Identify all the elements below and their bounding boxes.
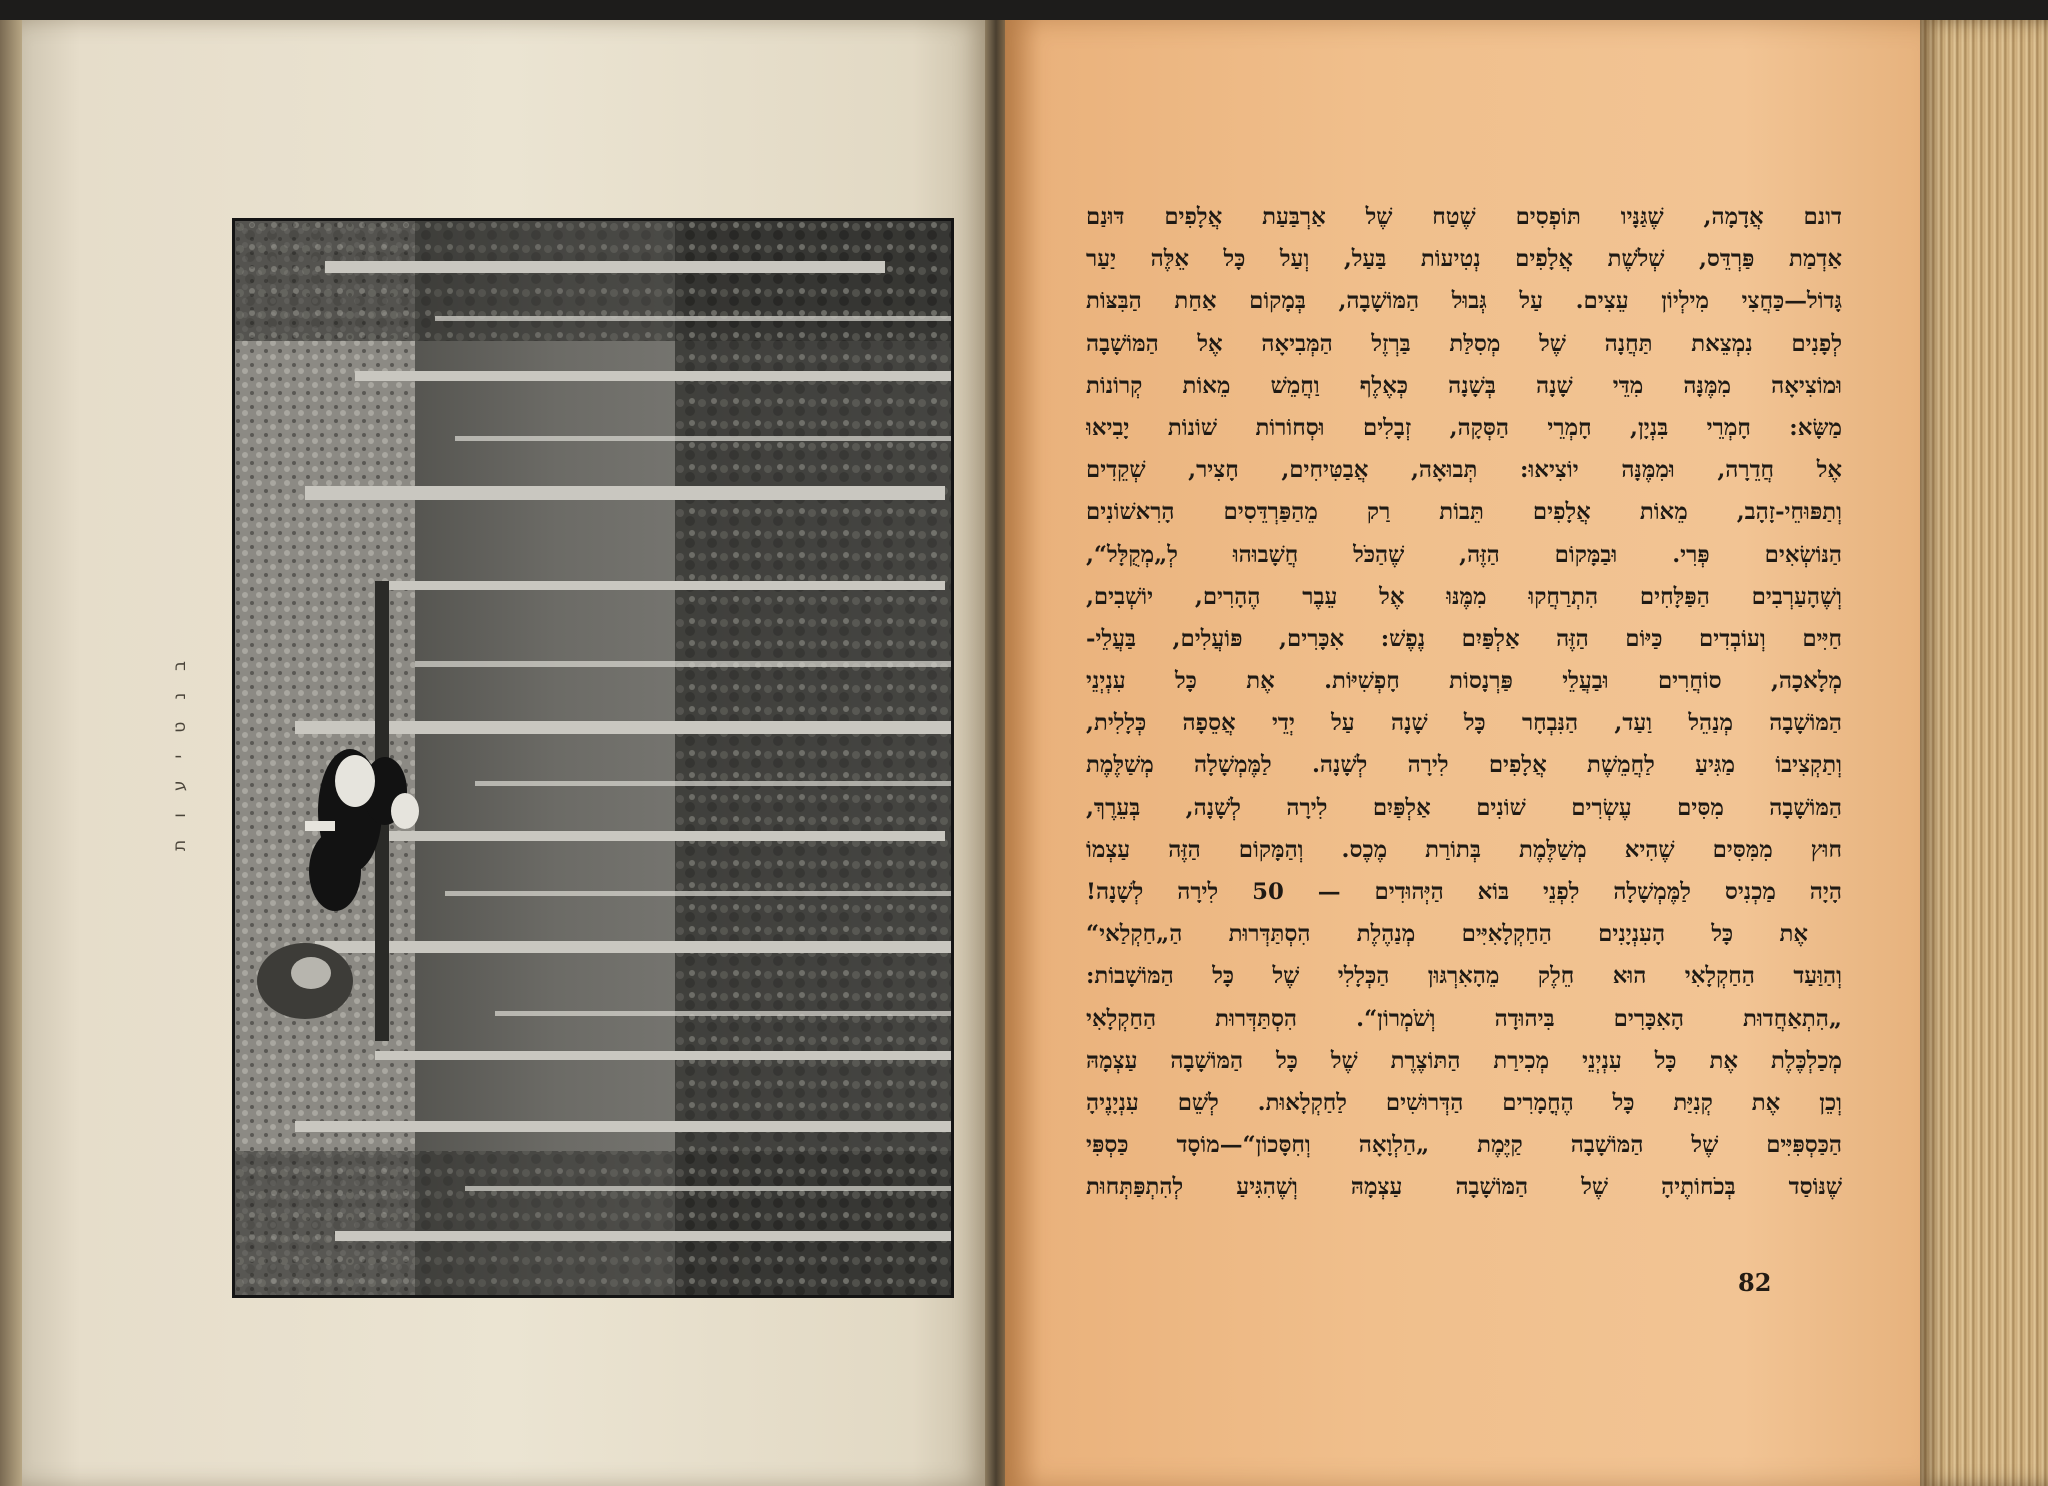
text-line: שֶׁנּוֹסַד בְּכֹחוֹתֶיהָ שֶׁל הַמּוֹשָׁבָה עַצְמָהּ וְשֶׁהִגִּיעַ לְהִתְפַּתְּחוּת bbox=[1086, 1174, 1842, 1201]
forest-photograph bbox=[232, 218, 954, 1298]
left-cover-edge bbox=[0, 20, 22, 1486]
text-line: מְכַלְכֶּלֶת אֶת כָּל עִנְיְנֵי מְכִירַת הַתּוֹצֶרֶת שֶׁל כָּל הַמּוֹשָׁבָה עַצְמָהּ bbox=[1086, 1047, 1842, 1074]
text-line: חוּץ מִמִּסִּים שֶׁהִיא מְשַׁלֶּמֶת בְּתוֹרַת מֶכֶס. וְהַמָּקוֹם הַזֶּה עַצְמוֹ bbox=[1086, 836, 1842, 863]
text-line: חַיִּים וְעוֹבְדִים כַּיּוֹם הַזֶּה אַלְפַּיִם נֶפֶשׁ: אִכָּרִים, פּוֹעֲלִים, בַּעֲלֵי- bbox=[1086, 625, 1842, 652]
text-line: מַשָּׂא: חָמְרֵי בִּנְיָן, חָמְרֵי הַסְּקָה, זְבָלִים וּסְחוֹרוֹת שׁוֹנוֹת יָבִיאוּ bbox=[1086, 414, 1842, 441]
text-line: וּמוֹצִיאָה מִמֶּנָּה מִדֵּי שָׁנָה בְּשָׁנָה כְּאֶלֶף וַחֲמֵשׁ מֵאוֹת קְרוֹנוֹת bbox=[1086, 372, 1842, 399]
paragraph-start-line: אֶת כָּל הָעִנְיָנִים הַחַקְלָאִיִּים מְנַהֶלֶת הִסְתַּדְּרוּת הַ„חַקְלַאי“ bbox=[1086, 921, 1808, 948]
page-stack-edge bbox=[1920, 20, 2048, 1486]
text-line: אֶל חֲדֵרָה, וּמִמֶּנָּה יוֹצִיאוּ: תְּבוּאָה, אֲבַטִּיחִים, חָצִיר, שְׁקֵדִים bbox=[1086, 457, 1842, 484]
text-line: מְלָאכָה, סוֹחֲרִים וּבַעֲלֵי פַּרְנָסוֹת חָפְשִׁיּוֹת. אֶת כָּל עִנְיְנֵי bbox=[1086, 668, 1842, 695]
text-line: דונם אֲדָמָה, שֶׁגַּנָּיו תּוֹפְסִים שֶׁטַח שֶׁל אַרְבַּעַת אֲלָפִים דּוּנַם bbox=[1086, 204, 1842, 230]
text-line: וְשֶׁהָעַרְבִים הַפַּלָּחִים הִתְרַחֲקוּ מִמֶּנּוּ אֶל עֵבֶר הֶהָרִים, יוֹשְׁבִים, bbox=[1086, 583, 1842, 610]
page-number: 82 bbox=[1738, 1268, 1772, 1297]
text-line: הַמּוֹשָׁבָה מִסִּים עֶשְׂרִים שׁוֹנִים אַלְפַּיִם לִירָה לְשָׁנָה, בְּעֵרֶךְ, bbox=[1086, 794, 1842, 821]
photo-caption: בנטיעות bbox=[170, 639, 190, 851]
text-line: לְפָנִים נִמְצֵאת תַּחֲנָה שֶׁל מְסִלַּת בַּרְזֶל הַמְּבִיאָה אֶל הַמּוֹשָׁבָה bbox=[1086, 330, 1842, 357]
text-line: הַכַּסְפִּיִּים שֶׁל הַמּוֹשָׁבָה קַיֶּמֶת „הַלְוָאָה וְחִסָּכוֹן“—מוֹסָד כַּסְפִּי bbox=[1086, 1132, 1842, 1159]
book-gutter bbox=[985, 20, 1007, 1486]
text-line: וְתַקְצִיבוֹ מַגִּיעַ לַחֲמֵשֶׁת אֲלָפִים לִירָה לְשָׁנָה. לַמֶּמְשָׁלָה מְשַׁלֶּמֶת bbox=[1086, 752, 1842, 779]
text-line: הַנּוֹשְׂאִים פְּרִי. וּבַמָּקוֹם הַזֶּה, שֶׁהַכֹּל חֲשָׁבוּהוּ לְ„מְקֻלָּל“, bbox=[1086, 541, 1842, 568]
text-line: הָיָה מַכְנִיס לַמֶּמְשָׁלָה לִפְנֵי בּוֹא הַיְּהוּדִים — 50 לִירָה לְשָׁנָה! bbox=[1086, 879, 1842, 905]
text-line: וְהַוַּעַד הַחַקְלָאִי הוּא חֵלֶק מֵהָאִרְגּוּן הַכְּלָלִי שֶׁל כָּל הַמּוֹשָׁבוֹת: bbox=[1086, 963, 1842, 990]
text-line: „הִתְאַחֲדוּת הָאִכָּרִים בִּיהוּדָה וְשֹׁמְרוֹן“. הִסְתַּדְּרוּת הַחַקְלָאִי bbox=[1086, 1005, 1842, 1032]
text-line: וְכֵן אֶת קְנִיַּת כָּל הֶחֳמָרִים הַדְּרוּשִׁים לַחַקְלָאוּת. לְשֵׁם עִנְיָנֶיהָ bbox=[1086, 1089, 1842, 1116]
hebrew-text-block bbox=[1086, 196, 1842, 1209]
text-line: גָּדוֹל—כַּחֲצִי מִילְיוֹן עֵצִים. עַל גְּבוּל הַמּוֹשָׁבָה, בְּמָקוֹם אַחַת הַבִּצּוֹת bbox=[1086, 288, 1842, 315]
text-line: הַמּוֹשָׁבָה מְנַהֵל וַעַד, הַנִּבְחָר כָּל שָׁנָה עַל יְדֵי אֲסֵפָה כְּלָלִית, bbox=[1086, 710, 1842, 737]
text-line: וְתַפּוּחֵי-זָהָב, מֵאוֹת אֲלָפִים תֵּבוֹת רַק מֵהַפַּרְדֵּסִים הָרִאשׁוֹנִים bbox=[1086, 499, 1842, 526]
text-line: אַדְמַת פַּרְדֵּס, שְׁלֹשֶׁת אֲלָפִים נְטִיעוֹת בַּעַל, וְעַל כָּל אֵלֶּה יַעַר bbox=[1086, 246, 1842, 273]
